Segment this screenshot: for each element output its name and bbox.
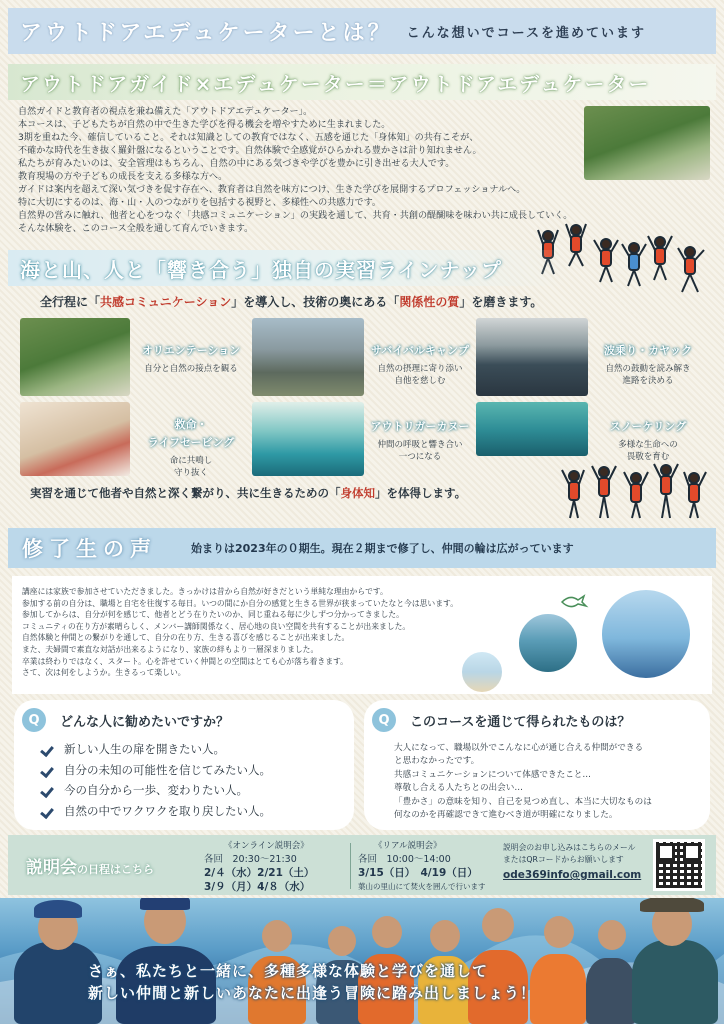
info-title-main: 説明会: [26, 858, 77, 878]
forest-group-photo: [584, 106, 710, 180]
testimonial-line: さて、次は何をしようか。生きるって楽しい。: [22, 668, 186, 678]
section2-heading-band: [8, 250, 568, 286]
intro-line: 自然ガイドと教育者の視点を兼ね備えた「アウトドアエデュケーター」。: [18, 107, 313, 117]
closing-highlight: 身体知: [340, 486, 375, 500]
qr-code[interactable]: [653, 839, 705, 891]
answer-line: 共感コミュニケーションについて体感できたこと…: [394, 769, 591, 780]
list-item: 自然の中でワクワクを取り戻したい人。: [42, 801, 271, 822]
member-head: [262, 920, 292, 952]
member-figure: [632, 940, 718, 1024]
member-head: [544, 916, 574, 948]
fish-doodle-icon: [560, 590, 600, 610]
program-desc: 多様な生命への 畏敬を育む: [618, 440, 678, 462]
intro-line: 教育現場の方や子どもの成長を支える多様な方へ。: [18, 172, 228, 182]
cap-icon: [34, 900, 82, 918]
check-icon: [42, 744, 55, 754]
testimonial-line: また、夫婦間で素直な対話が出来るようになり、家族の絆もより一層深まりました。: [22, 644, 319, 654]
program-desc: 自然の鼓動を読み解き 進路を決める: [605, 364, 691, 386]
testimonial-line: 自然体験と仲間との繋がりを通して、自分の在り方、生きる喜びを感じることが出来ました。: [22, 633, 350, 643]
member-head: [372, 916, 402, 948]
program-title: オリエンテーション: [141, 344, 241, 357]
answer-line: と思わなかったです。: [394, 756, 480, 767]
beach-group-photo: [560, 458, 710, 520]
program-desc: 自分と自然の接点を観る: [144, 364, 238, 374]
lifesaving-photo: [20, 402, 130, 476]
list-item: 自分の未知の可能性を信じてみたい人。: [42, 760, 271, 781]
orientation-photo: [20, 318, 130, 396]
header-band: [8, 8, 716, 54]
program-title: 波乗り・カヤック: [604, 344, 692, 357]
member-circle-photo: [600, 588, 692, 680]
real-schedule: [358, 840, 486, 893]
intro-line: 本コースは、子どもたちが自然の中で生きた学びを得る機会を増やすために生まれました。: [18, 120, 391, 130]
qa-right-answer: [394, 742, 652, 822]
program-title: スノーケリング: [609, 420, 687, 433]
testimonial-card: [12, 576, 712, 694]
program-title: 救命・: [174, 418, 208, 431]
answer-line: 「豊かさ」の意味を知り、自己を見つめ直し、本当に大切なものは: [394, 796, 652, 807]
program-desc: 命に共鳴し 守り抜く: [169, 456, 213, 478]
recommend-list: [42, 739, 271, 821]
member-head: [482, 908, 514, 942]
list-item: 新しい人生の扉を開きたい人。: [42, 739, 271, 760]
testimonial-line: コミュニティの在り方が素晴らしく、メンバー講師関係なく、居心地の良い空間を共有することが出来ました。: [22, 621, 411, 631]
snorkeling-photo: [476, 402, 588, 456]
real-dates: 3/15（日） 4/19（日）: [358, 867, 478, 879]
apply-info: 説明会のお申し込みはこちらのメール またはQRコードからお願いします ode369info@gmail.com: [503, 843, 642, 881]
surf-kayak-photo: [476, 318, 588, 396]
q-badge: Q: [22, 708, 46, 732]
list-item: 今の自分から一歩、変わりたい人。: [42, 780, 271, 801]
kayak-circle-photo: [517, 612, 579, 674]
beach-people-illustration: [560, 458, 710, 520]
member-figure: [530, 954, 586, 1024]
section3-subtitle: 始まりは2023年の０期生。現在２期まで修了し、仲間の輪は広がっています: [191, 542, 574, 555]
section1-heading-band: [8, 64, 716, 100]
program-title-line2: ライフセービング: [147, 436, 235, 449]
check-icon: [42, 785, 55, 795]
program-lifesaving: [132, 416, 250, 479]
lead-text: 」を磨きます。: [459, 295, 543, 309]
intro-line: そんな体験を、このコース全般を通して育んでいきます。: [18, 224, 254, 234]
program-outrigger-canoe: [366, 418, 474, 463]
online-dates: 2/４（水）2/21（土）: [204, 867, 315, 879]
contact-email-link[interactable]: ode369info@gmail.com: [503, 869, 642, 881]
intro-text: [18, 106, 586, 236]
online-schedule: [204, 840, 314, 894]
info-title-sub: の日程はこちら: [77, 863, 154, 876]
testimonial-line: 参加する前の自分は、職場と自宅を往復する毎日。いつの間にか自分の感覚と生きる世界が狭まっていたなと今は思います。: [22, 598, 458, 608]
page-title: アウトドアエデュケーターとは？: [20, 20, 393, 46]
online-dates: 3/９（月）4/８（水）: [204, 881, 311, 893]
schedule-divider: [350, 843, 351, 889]
hat-icon: [640, 898, 704, 912]
intro-line: 不確かな時代を生き抜く羅針盤になるということです。自然体験で全感覚がひらかれる豊かさは計り知れません。: [18, 146, 482, 156]
intro-line: 3期を重ねた今、確信していること。それは知識としての教育ではなく、五感を通じた「身体知」の共有こそが、: [18, 133, 479, 143]
section3-heading-band: [8, 528, 716, 568]
lead-text: 全行程に「: [40, 295, 101, 309]
intro-line: 特に大切にするのは、海・山・人のつながりを包括する視野と、多様性への共感力です。: [18, 198, 382, 208]
qa-left-question: どんな人に勧めたいですか？: [60, 715, 230, 730]
program-surf-kayak: [590, 342, 706, 387]
answer-line: 尊敬し合える人たちとの出会い…: [394, 783, 523, 794]
real-time: 各回 10:00～14:00: [358, 854, 451, 865]
program-desc: 自然の摂理に寄り添い 自他を慈しむ: [377, 364, 463, 386]
intro-line: ガイドは案内を超えて深い気づきを促す存在へ、教育者は自然を味方につけ、生きた学びを展開するプロフェッショナルへ。: [18, 185, 526, 195]
member-figure: [586, 958, 636, 1024]
lead-text: 」を導入し、技術の奥にある「: [231, 295, 400, 309]
section3-heading: 修了生の声: [22, 537, 157, 561]
program-title: サバイバルキャンプ: [370, 344, 470, 357]
program-snorkeling: [590, 418, 706, 463]
answer-line: 何なのかを再確認できて進むべき道が明確になりました。: [394, 810, 618, 821]
online-time: 各回 20:30～21:30: [204, 854, 297, 865]
section2-heading: 海と山、人と「響き合う」独自の実習ラインナップ: [20, 257, 502, 282]
intro-line: 私たちが育みたいのは、安全管理はもちろん、自然の中にある気づきや学びを豊かに引き出せる大人です。: [18, 159, 455, 169]
program-title: アウトリガーカヌー: [370, 420, 470, 433]
cap-icon: [140, 898, 190, 910]
testimonial-line: 参加してからは、自分が何を感じて、他者とどう在りたいのか、同じ重ねる毎に少しずつ分かってきました。: [22, 610, 404, 620]
lead-highlight: 関係性の質: [399, 295, 460, 309]
testimonial-line: 卒業は終わりではなく、スタート。心を許せていく仲間との空間はとても心が落ち着きます。: [22, 656, 348, 666]
member-head: [328, 926, 356, 956]
check-icon: [42, 765, 55, 775]
qa-right-question: このコースを通じて得られたものは？: [410, 715, 631, 730]
kid-circle-photo: [460, 650, 504, 694]
member-head: [598, 920, 626, 950]
footer-slogan: [88, 960, 536, 1004]
real-note: 葉山の里山にて焚火を囲んで行います: [358, 882, 486, 891]
program-survival-camp: [366, 342, 474, 387]
section2-closing: 実習を通じて他者や自然と深く繋がり、共に生きるための「身体知」を体得します。: [30, 486, 467, 500]
q-badge: Q: [372, 708, 396, 732]
check-icon: [42, 806, 55, 816]
testimonial-line: 講座には家族で参加させていただきました。きっかけは昔から自然が好きだという単純な理由からです。: [22, 587, 388, 596]
slogan-line: 新しい仲間と新しいあなたに出逢う冒険に踏み出しましょう！: [88, 984, 537, 1002]
answer-line: 大人になって、職場以外でこんなに心が通じ合える仲間ができる: [394, 743, 644, 753]
intro-line: 自然界の営みに触れ、他者と心をつなぐ「共感コミュニケーション」の実践を通して、共育・共創の醍醐味を味わい共に成長していく。: [18, 211, 573, 221]
info-session-band: [8, 835, 716, 895]
program-desc: 仲間の呼吸と響き合い 一つになる: [377, 440, 463, 462]
qa-gained-card: [364, 700, 710, 830]
section1-heading: アウトドアガイド×エデュケーター＝アウトドアエデュケーター: [20, 71, 651, 96]
online-heading: 《オンライン説明会》: [224, 841, 309, 851]
outrigger-canoe-photo: [252, 402, 364, 476]
slogan-line: さぁ、私たちと一緒に、多種多様な体験と学びを通して: [88, 962, 489, 980]
section2-lead: [40, 293, 542, 310]
lead-highlight: 共感コミュニケーション: [100, 295, 232, 309]
page-subtitle: こんな想いでコースを進めています: [406, 25, 646, 41]
member-head: [430, 920, 460, 952]
real-heading: 《リアル説明会》: [374, 841, 442, 851]
testimonial-text: [22, 586, 458, 679]
program-orientation: [132, 342, 250, 375]
survival-camp-photo: [252, 318, 364, 396]
qa-recommend-card: [14, 700, 354, 830]
info-title: [26, 853, 154, 878]
